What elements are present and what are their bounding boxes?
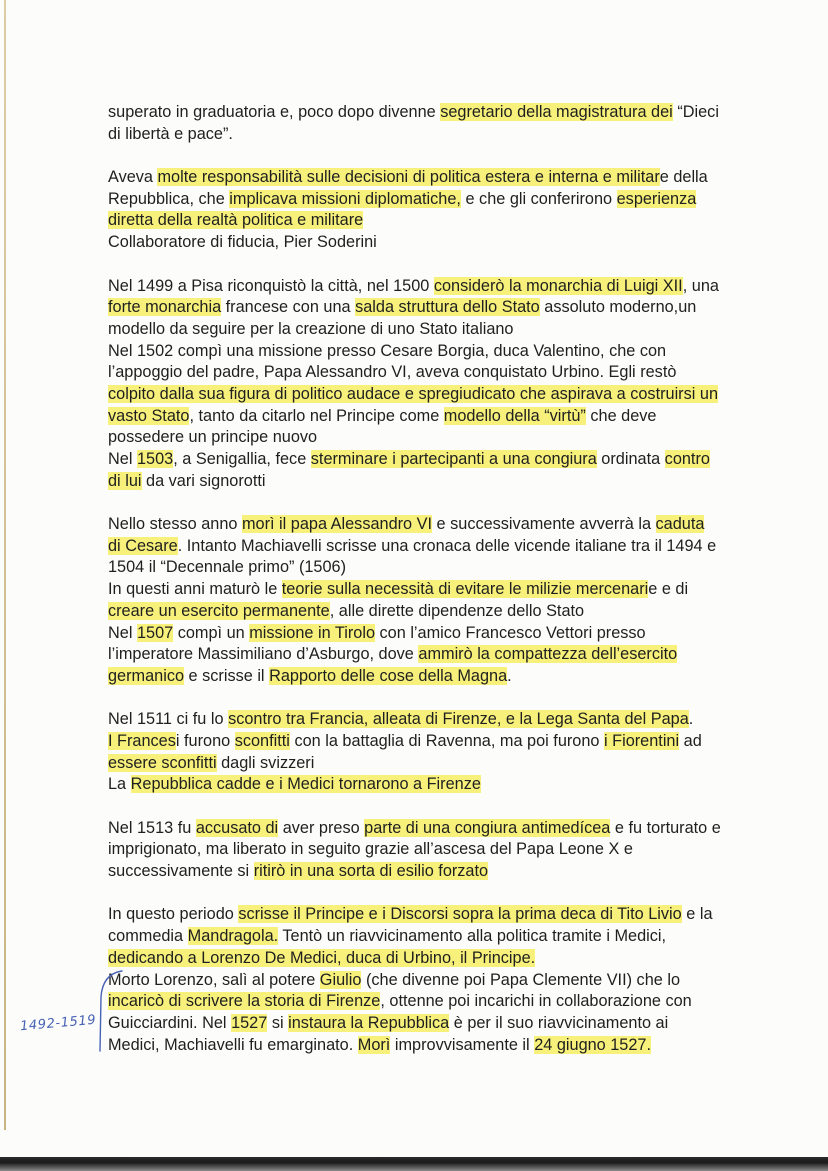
text-segment: Collaboratore di fiducia, Pier Soderini [108, 233, 377, 252]
text-segment: modello da seguire per la creazione di uno Stato italiano [108, 319, 514, 338]
text-line [108, 666, 798, 688]
highlighted-text: contro [664, 450, 710, 468]
highlighted-text: missione in Tirolo [249, 623, 376, 642]
text-line [108, 189, 798, 211]
text-segment: e e di [648, 580, 689, 599]
handwritten-margin-note: 1492-1519 [19, 1012, 97, 1035]
text-segment: , ottenne poi incarichi in collaborazione con [380, 992, 692, 1011]
highlighted-text: segretario della magistratura dei [440, 103, 673, 121]
paragraph [108, 276, 798, 493]
text-line [108, 341, 798, 363]
text-segment: da vari signorotti [141, 471, 266, 490]
handwritten-bracket [92, 965, 132, 1057]
text-line [108, 731, 798, 753]
paragraph [108, 709, 798, 796]
highlighted-text: dedicando a Lorenzo De Medici, duca di Urbino, il Principe. [108, 948, 536, 967]
text-segment: ad [679, 731, 702, 750]
text-segment: e scrisse il [184, 666, 270, 685]
text-line [108, 362, 798, 384]
text-segment: si [267, 1013, 289, 1032]
highlighted-text: Rapporto delle cose della Magna [269, 666, 508, 685]
highlighted-text: creare un esercito permanente [108, 601, 330, 620]
highlighted-text: Morì [357, 1035, 391, 1054]
text-line [108, 926, 798, 948]
highlighted-text: ritirò in una sorta di esilio forzato [253, 862, 489, 881]
text-line [108, 904, 798, 926]
text-line [108, 970, 798, 992]
highlighted-text: di Cesare [108, 536, 178, 555]
highlighted-text: sconfitti [234, 731, 290, 750]
highlighted-text: Repubblica cadde e i Medici tornarono a Firenze [130, 775, 481, 794]
text-line [108, 536, 798, 558]
highlighted-text: teorie sulla necessità di evitare le milizie mercenari [281, 580, 649, 599]
text-segment: Aveva [108, 168, 158, 187]
document-body [108, 102, 798, 1078]
highlighted-text: essere sconfitti [108, 753, 217, 772]
text-segment: Repubblica, che [108, 189, 230, 208]
highlighted-text: parte di una congiura antimedícea [364, 818, 611, 837]
text-line [108, 319, 798, 341]
page-edge [4, 0, 6, 1130]
highlighted-text: ammirò la compattezza dell’esercito [418, 645, 678, 664]
text-segment: che deve [585, 406, 657, 425]
text-segment: 1504 il “Decennale primo” (1506) [108, 558, 347, 577]
text-line [108, 167, 798, 189]
text-segment: Medici, Machiavelli fu emarginato. [108, 1035, 358, 1054]
highlighted-text: 1503 [136, 450, 174, 468]
paragraph [108, 102, 798, 145]
text-segment: i furono [175, 731, 235, 750]
text-line [108, 471, 798, 493]
highlighted-text: Mandragola. [187, 927, 279, 946]
text-line [108, 210, 798, 232]
text-segment: e la [681, 905, 713, 924]
text-line [108, 818, 798, 840]
text-segment: e fu torturato e [610, 818, 721, 837]
highlighted-text: modello della “virtù” [443, 406, 586, 425]
highlighted-text: 24 giugno 1527. [534, 1035, 651, 1054]
text-segment: . [507, 666, 512, 685]
text-segment: con la battaglia di Ravenna, ma poi furono [289, 731, 604, 750]
text-segment: superato in graduatoria e, poco dopo divenne [108, 103, 441, 121]
highlighted-text: esperienza [616, 189, 697, 208]
text-line [108, 1035, 798, 1057]
text-segment: Nel [108, 623, 137, 642]
text-line [108, 297, 798, 319]
text-line [108, 102, 798, 124]
highlighted-text: forte monarchia [108, 298, 222, 317]
paragraph [108, 514, 798, 688]
highlighted-text: considerò la monarchia di Luigi XII [433, 276, 683, 295]
highlighted-text: incaricò di scrivere la storia di Firenze [108, 992, 381, 1011]
text-segment: Nel 1511 ci fu lo [108, 710, 229, 729]
text-segment: compì un [173, 623, 250, 642]
text-segment: . Intanto Machiavelli scrisse una cronaca delle vicende italiane tra il 1494 e [177, 536, 717, 555]
highlighted-text: molte responsabilità sulle decisioni di politica estera e interna e militar [157, 168, 660, 187]
text-segment: Tentò un riavvicinamento alla politica tramite i Medici, [278, 927, 667, 946]
highlighted-text: Giulio [319, 970, 362, 989]
highlighted-text: germanico [108, 666, 185, 685]
text-segment: Nel 1513 fu [108, 818, 196, 837]
text-line [108, 623, 798, 645]
text-segment: assoluto moderno,un [539, 298, 697, 317]
text-line [108, 753, 798, 775]
highlighted-text: caduta [655, 515, 705, 534]
text-segment: Nel [108, 450, 137, 468]
text-line [108, 948, 798, 970]
text-line [108, 232, 798, 254]
text-segment: francese con una [221, 298, 356, 317]
text-line [108, 557, 798, 579]
text-segment: successivamente si [108, 862, 254, 881]
text-line [108, 991, 798, 1013]
text-segment: l’imperatore Massimiliano d’Asburgo, dove [108, 645, 419, 664]
text-segment: La [108, 775, 131, 794]
text-segment: è per il suo riavvicinamento ai [449, 1013, 669, 1032]
highlighted-text: di lui [108, 471, 142, 490]
text-line [108, 579, 798, 601]
highlighted-text: accusato di [195, 818, 279, 837]
text-line [108, 774, 798, 796]
text-segment: In questi anni maturò le [108, 580, 282, 599]
text-segment: commedia [108, 927, 188, 946]
highlighted-text: scontro tra Francia, alleata di Firenze, e la Lega Santa del Papa [228, 710, 689, 729]
text-segment: di libertà e pace”. [108, 124, 233, 143]
highlighted-text: scrisse il Principe e i Discorsi sopra la prima deca di Tito Livio [238, 905, 682, 924]
text-segment: imprigionato, ma liberato in seguito grazie all’ascesa del Papa Leone X e [108, 840, 633, 859]
highlighted-text: i Fiorentini [604, 731, 680, 750]
text-line [108, 449, 798, 471]
text-segment: Nel 1502 compì una missione presso Cesare Borgia, duca Valentino, che con [108, 341, 667, 360]
text-segment: In questo periodo [108, 905, 239, 924]
text-segment: e successivamente avverrà la [432, 515, 656, 534]
highlighted-text: salda struttura dello Stato [355, 298, 540, 317]
text-line [108, 709, 798, 731]
text-segment: l’appoggio del padre, Papa Alessandro VI, aveva conquistato Urbino. Egli restò [108, 363, 677, 382]
highlighted-text: morì il papa Alessandro VI [241, 515, 433, 534]
text-line [108, 644, 798, 666]
text-segment: con l’amico Francesco Vettori presso [375, 623, 646, 642]
text-segment: , a Senigallia, fece [173, 450, 311, 468]
text-segment: e che gli conferirono [460, 189, 617, 208]
text-line [108, 384, 798, 406]
highlighted-text: vasto Stato [108, 406, 190, 425]
text-segment: (che divenne poi Papa Clemente VII) che lo [361, 970, 680, 989]
highlighted-text: 1507 [136, 623, 174, 642]
paragraph [108, 818, 798, 883]
highlighted-text: sterminare i partecipanti a una congiura [310, 450, 597, 468]
text-line [108, 1013, 798, 1035]
text-segment: Nel 1499 a Pisa riconquistò la città, nel 1500 [108, 276, 434, 295]
text-segment: “Dieci [672, 103, 719, 121]
highlighted-text: diretta della realtà politica e militare [108, 211, 364, 230]
text-segment: , alle dirette dipendenze dello Stato [329, 601, 585, 620]
text-segment: Guicciardini. Nel [108, 1013, 232, 1032]
text-line [108, 427, 798, 449]
text-segment: improvvisamente il [390, 1035, 535, 1054]
paragraph [108, 904, 798, 1056]
text-segment: . [688, 710, 694, 729]
highlighted-text: I Frances [108, 731, 176, 750]
text-segment: , tanto da citarlo nel Principe come [189, 406, 444, 425]
text-segment: , una [682, 276, 719, 295]
text-line [108, 839, 798, 861]
text-line [108, 861, 798, 883]
text-line [108, 124, 798, 146]
paragraph [108, 167, 798, 254]
highlighted-text: colpito dalla sua figura di politico audace e spregiudicato che aspirava a costruirsi un [108, 384, 718, 403]
text-segment: ordinata [596, 450, 665, 468]
text-segment: aver preso [278, 818, 365, 837]
highlighted-text: implicava missioni diplomatiche, [229, 189, 461, 208]
scan-bottom-edge [0, 1157, 828, 1171]
text-line [108, 406, 798, 428]
text-line [108, 276, 798, 298]
highlighted-text: instaura la Repubblica [288, 1013, 450, 1032]
text-line [108, 514, 798, 536]
text-line [108, 601, 798, 623]
text-segment: possedere un principe nuovo [108, 428, 318, 447]
text-segment: dagli svizzeri [216, 753, 315, 772]
text-segment: e della [659, 168, 708, 187]
text-segment: Morto Lorenzo, salì al potere [108, 970, 320, 989]
text-segment: Nello stesso anno [108, 515, 242, 534]
highlighted-text: 1527 [231, 1013, 268, 1032]
